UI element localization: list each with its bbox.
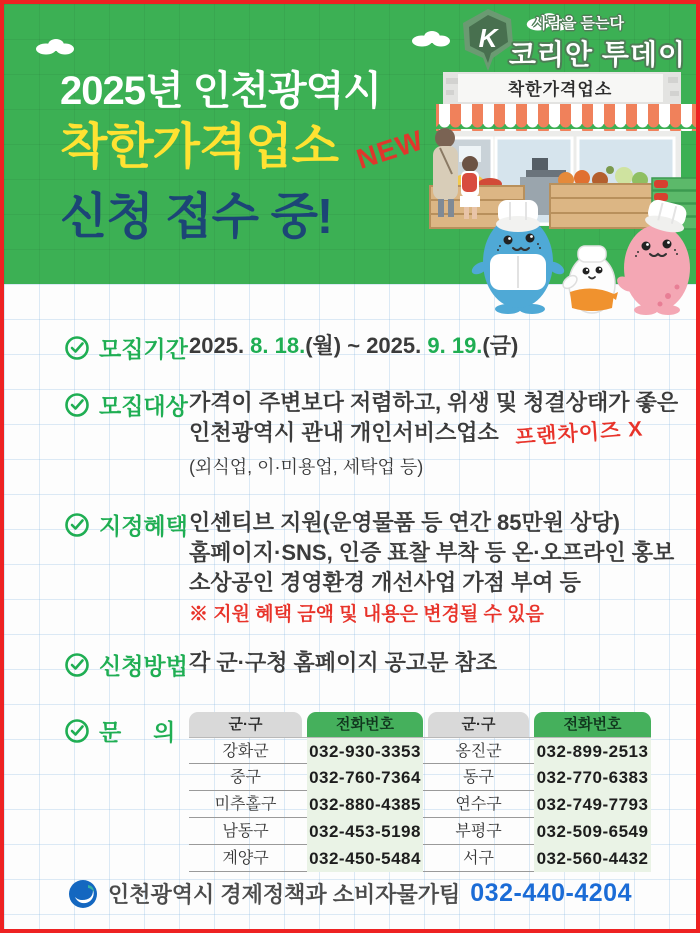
- benefit-line1: 인센티브 지원(운영물품 등 연간 85만원 상당): [189, 510, 620, 535]
- seal-mascots-illustration: [470, 196, 700, 316]
- section-label-text: 지정혜택: [99, 513, 188, 539]
- target-line1: 가격이 주변보다 저렴하고, 위생 및 청결상태가 좋은: [189, 390, 679, 415]
- section-label-text: 모집대상: [99, 393, 188, 419]
- period-content: [189, 331, 518, 361]
- method-content: 각 군·구청 홈페이지 공고문 참조: [189, 650, 498, 675]
- cell-phone: 032-450-5484: [307, 845, 423, 872]
- inquiry-table: [189, 712, 651, 872]
- cell-district: 미추홀구: [214, 796, 277, 813]
- cell-district: 부평구: [455, 823, 502, 840]
- table-row: [189, 764, 651, 791]
- cell-phone: 032-509-6549: [534, 818, 651, 845]
- cell-district: 중구: [230, 769, 261, 786]
- target-line3: (외식업, 이·미용업, 세탁업 등): [189, 457, 424, 477]
- cell-phone: 032-749-7793: [534, 791, 651, 818]
- new-badge: NEW: [352, 124, 428, 175]
- check-circle-icon: [64, 392, 90, 418]
- footer: [4, 878, 696, 909]
- brand-block: [509, 12, 686, 73]
- section-label-period: [64, 331, 188, 364]
- period-suffix: (금): [482, 333, 519, 358]
- table-row: [189, 818, 651, 845]
- table-row: [189, 737, 651, 764]
- cell-district: 남동구: [222, 823, 269, 840]
- period-date2: 9. 19.: [427, 333, 483, 358]
- cell-phone: 032-453-5198: [307, 818, 423, 845]
- cell-district: 옹진군: [455, 743, 502, 760]
- benefit-line3: 소상공인 경영환경 개선사업 가점 부여 등: [189, 570, 581, 595]
- section-label-inquiry: [64, 714, 175, 747]
- cell-phone: 032-760-7364: [307, 764, 423, 791]
- cell-phone: 032-930-3353: [307, 738, 423, 765]
- table-row: [189, 845, 651, 872]
- target-line2-row: [189, 418, 678, 449]
- footer-phone-number: 032-440-4204: [470, 879, 632, 907]
- incheon-city-logo-icon: [68, 879, 98, 909]
- section-label-text: 신청방법: [99, 653, 188, 679]
- brand-tagline: 사람을 듣는다: [532, 15, 624, 32]
- table-row: [189, 791, 651, 818]
- target-content: [189, 388, 678, 482]
- hero-title-line3: 신청 접수 중!: [60, 190, 333, 244]
- hero-banner: [4, 4, 696, 284]
- check-circle-icon: [64, 718, 90, 744]
- cloud-icon: [410, 30, 452, 47]
- cloud-icon: [34, 38, 76, 55]
- cell-phone: 032-770-6383: [534, 764, 651, 791]
- section-label-text: 문 의: [99, 719, 176, 745]
- inquiry-table-header: [189, 712, 651, 737]
- cell-phone: 032-560-4432: [534, 845, 651, 872]
- header-district: 군·구: [428, 712, 529, 737]
- header-phone: 전화번호: [307, 712, 423, 737]
- cell-district: 연수구: [455, 796, 502, 813]
- svg-text:착한가격업소: 착한가격업소: [507, 80, 613, 99]
- benefit-line2: 홈페이지·SNS, 인증 표찰 부착 등 온·오프라인 홍보: [189, 540, 675, 565]
- footer-organization: 인천광역시 경제정책과 소비자물가팀: [108, 882, 461, 907]
- cell-district: 동구: [463, 769, 494, 786]
- target-annotation: 프랜차이즈 X: [514, 417, 644, 450]
- target-line2: 인천광역시 관내 개인서비스업소: [189, 420, 499, 445]
- check-circle-icon: [64, 512, 90, 538]
- cell-district: 강화군: [222, 743, 269, 760]
- hero-title-line2: 착한가격업소: [60, 120, 339, 174]
- check-circle-icon: [64, 652, 90, 678]
- check-circle-icon: [64, 335, 90, 361]
- cell-phone: 032-899-2513: [534, 738, 651, 765]
- section-label-method: [64, 648, 188, 681]
- period-date1: 8. 18.: [250, 333, 306, 358]
- hero-title-line1: 2025년 인천광역시: [60, 69, 381, 113]
- cell-phone: 032-880-4385: [307, 791, 423, 818]
- header-district: 군·구: [189, 712, 302, 737]
- period-prefix: 2025.: [189, 333, 251, 358]
- svg-text:K: K: [478, 23, 498, 53]
- benefit-note: ※ 지원 혜택 금액 및 내용은 변경될 수 있음: [189, 604, 544, 625]
- section-label-target: [64, 388, 188, 421]
- cell-district: 서구: [463, 850, 494, 867]
- brand-name: 코리안 투데이: [508, 39, 686, 70]
- period-middle: (월) ~ 2025.: [305, 333, 428, 358]
- header-phone: 전화번호: [534, 712, 651, 737]
- benefit-content: [189, 508, 674, 630]
- section-label-benefit: [64, 508, 188, 541]
- cell-district: 계양구: [222, 850, 269, 867]
- section-label-text: 모집기간: [99, 336, 188, 362]
